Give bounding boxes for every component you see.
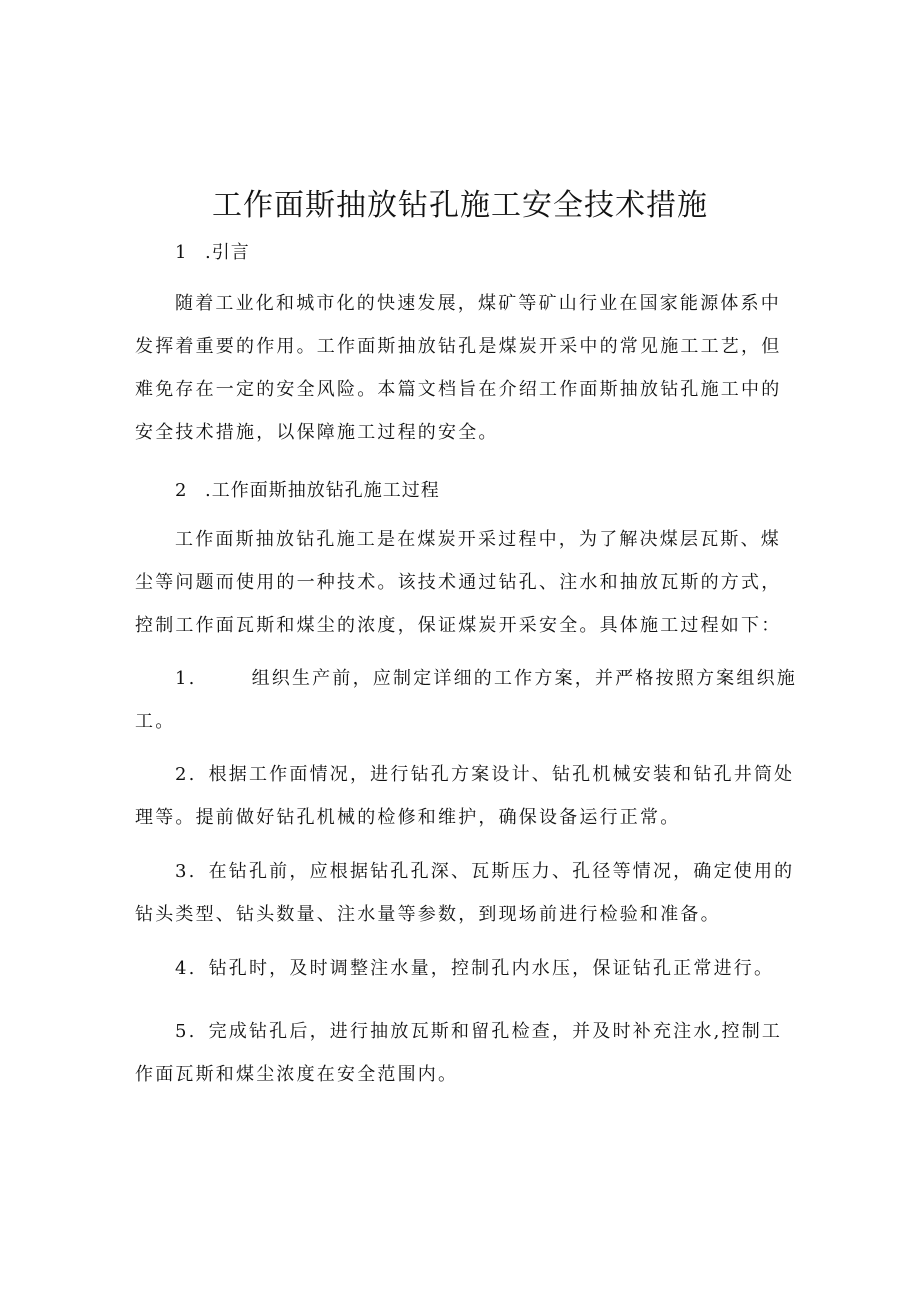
step-text: 钻孔时，及时调整注水量，控制孔内水压，保证钻孔正常进行。 <box>208 958 775 979</box>
section-paragraph-1: 随着工业化和城市化的快速发展，煤矿等矿山行业在国家能源体系中发挥着重要的作用。工作面斯抽放钻孔是煤炭开采中的常见施工工艺，但难免存在一定的安全风险。本篇文档旨在介绍工作面斯抽放钻孔施工中的安全技术措施，以保障施工过程的安全。 <box>135 293 782 443</box>
document-title: 工作面斯抽放钻孔施工安全技术措施 <box>212 188 708 223</box>
section-heading-1 <box>175 238 250 264</box>
step-text: 完成钻孔后，进行抽放瓦斯和留孔检查，并及时补充注水,控制工作面瓦斯和煤尘浓度在安全范围内。 <box>135 1021 783 1085</box>
section-heading-2 <box>175 476 440 502</box>
step-item-3 <box>135 850 800 936</box>
step-text: 组织生产前，应制定详细的工作方案，并严格按照方案组织施工。 <box>135 668 797 732</box>
step-item-5 <box>135 1010 800 1096</box>
step-number: 4. <box>175 958 197 979</box>
step-number: 5. <box>175 1021 197 1042</box>
step-number: 2. <box>175 764 197 785</box>
step-item-2 <box>135 753 800 839</box>
section-heading-text: .引言 <box>205 242 250 263</box>
section-number: 2 <box>175 480 188 501</box>
step-number: 3. <box>175 861 197 882</box>
step-item-4 <box>135 947 800 990</box>
section-number: 1 <box>175 242 188 263</box>
step-text: 在钻孔前，应根据钻孔孔深、瓦斯压力、孔径等情况，确定使用的钻头类型、钻头数量、注水量等参数，到现场前进行检验和准备。 <box>135 861 795 925</box>
section-heading-text: .工作面斯抽放钻孔施工过程 <box>205 480 440 501</box>
step-text: 根据工作面情况，进行钻孔方案设计、钻孔机械安装和钻孔井筒处理等。提前做好钻孔机械的检修和维护，确保设备运行正常。 <box>135 764 795 828</box>
section-paragraph-2: 工作面斯抽放钻孔施工是在煤炭开采过程中，为了解决煤层瓦斯、煤尘等问题而使用的一种技术。该技术通过钻孔、注水和抽放瓦斯的方式，控制工作面瓦斯和煤尘的浓度，保证煤炭开采安全。具体施工过程如下： <box>135 529 782 636</box>
step-number: 1. <box>175 668 197 689</box>
step-item-1 <box>135 657 800 743</box>
